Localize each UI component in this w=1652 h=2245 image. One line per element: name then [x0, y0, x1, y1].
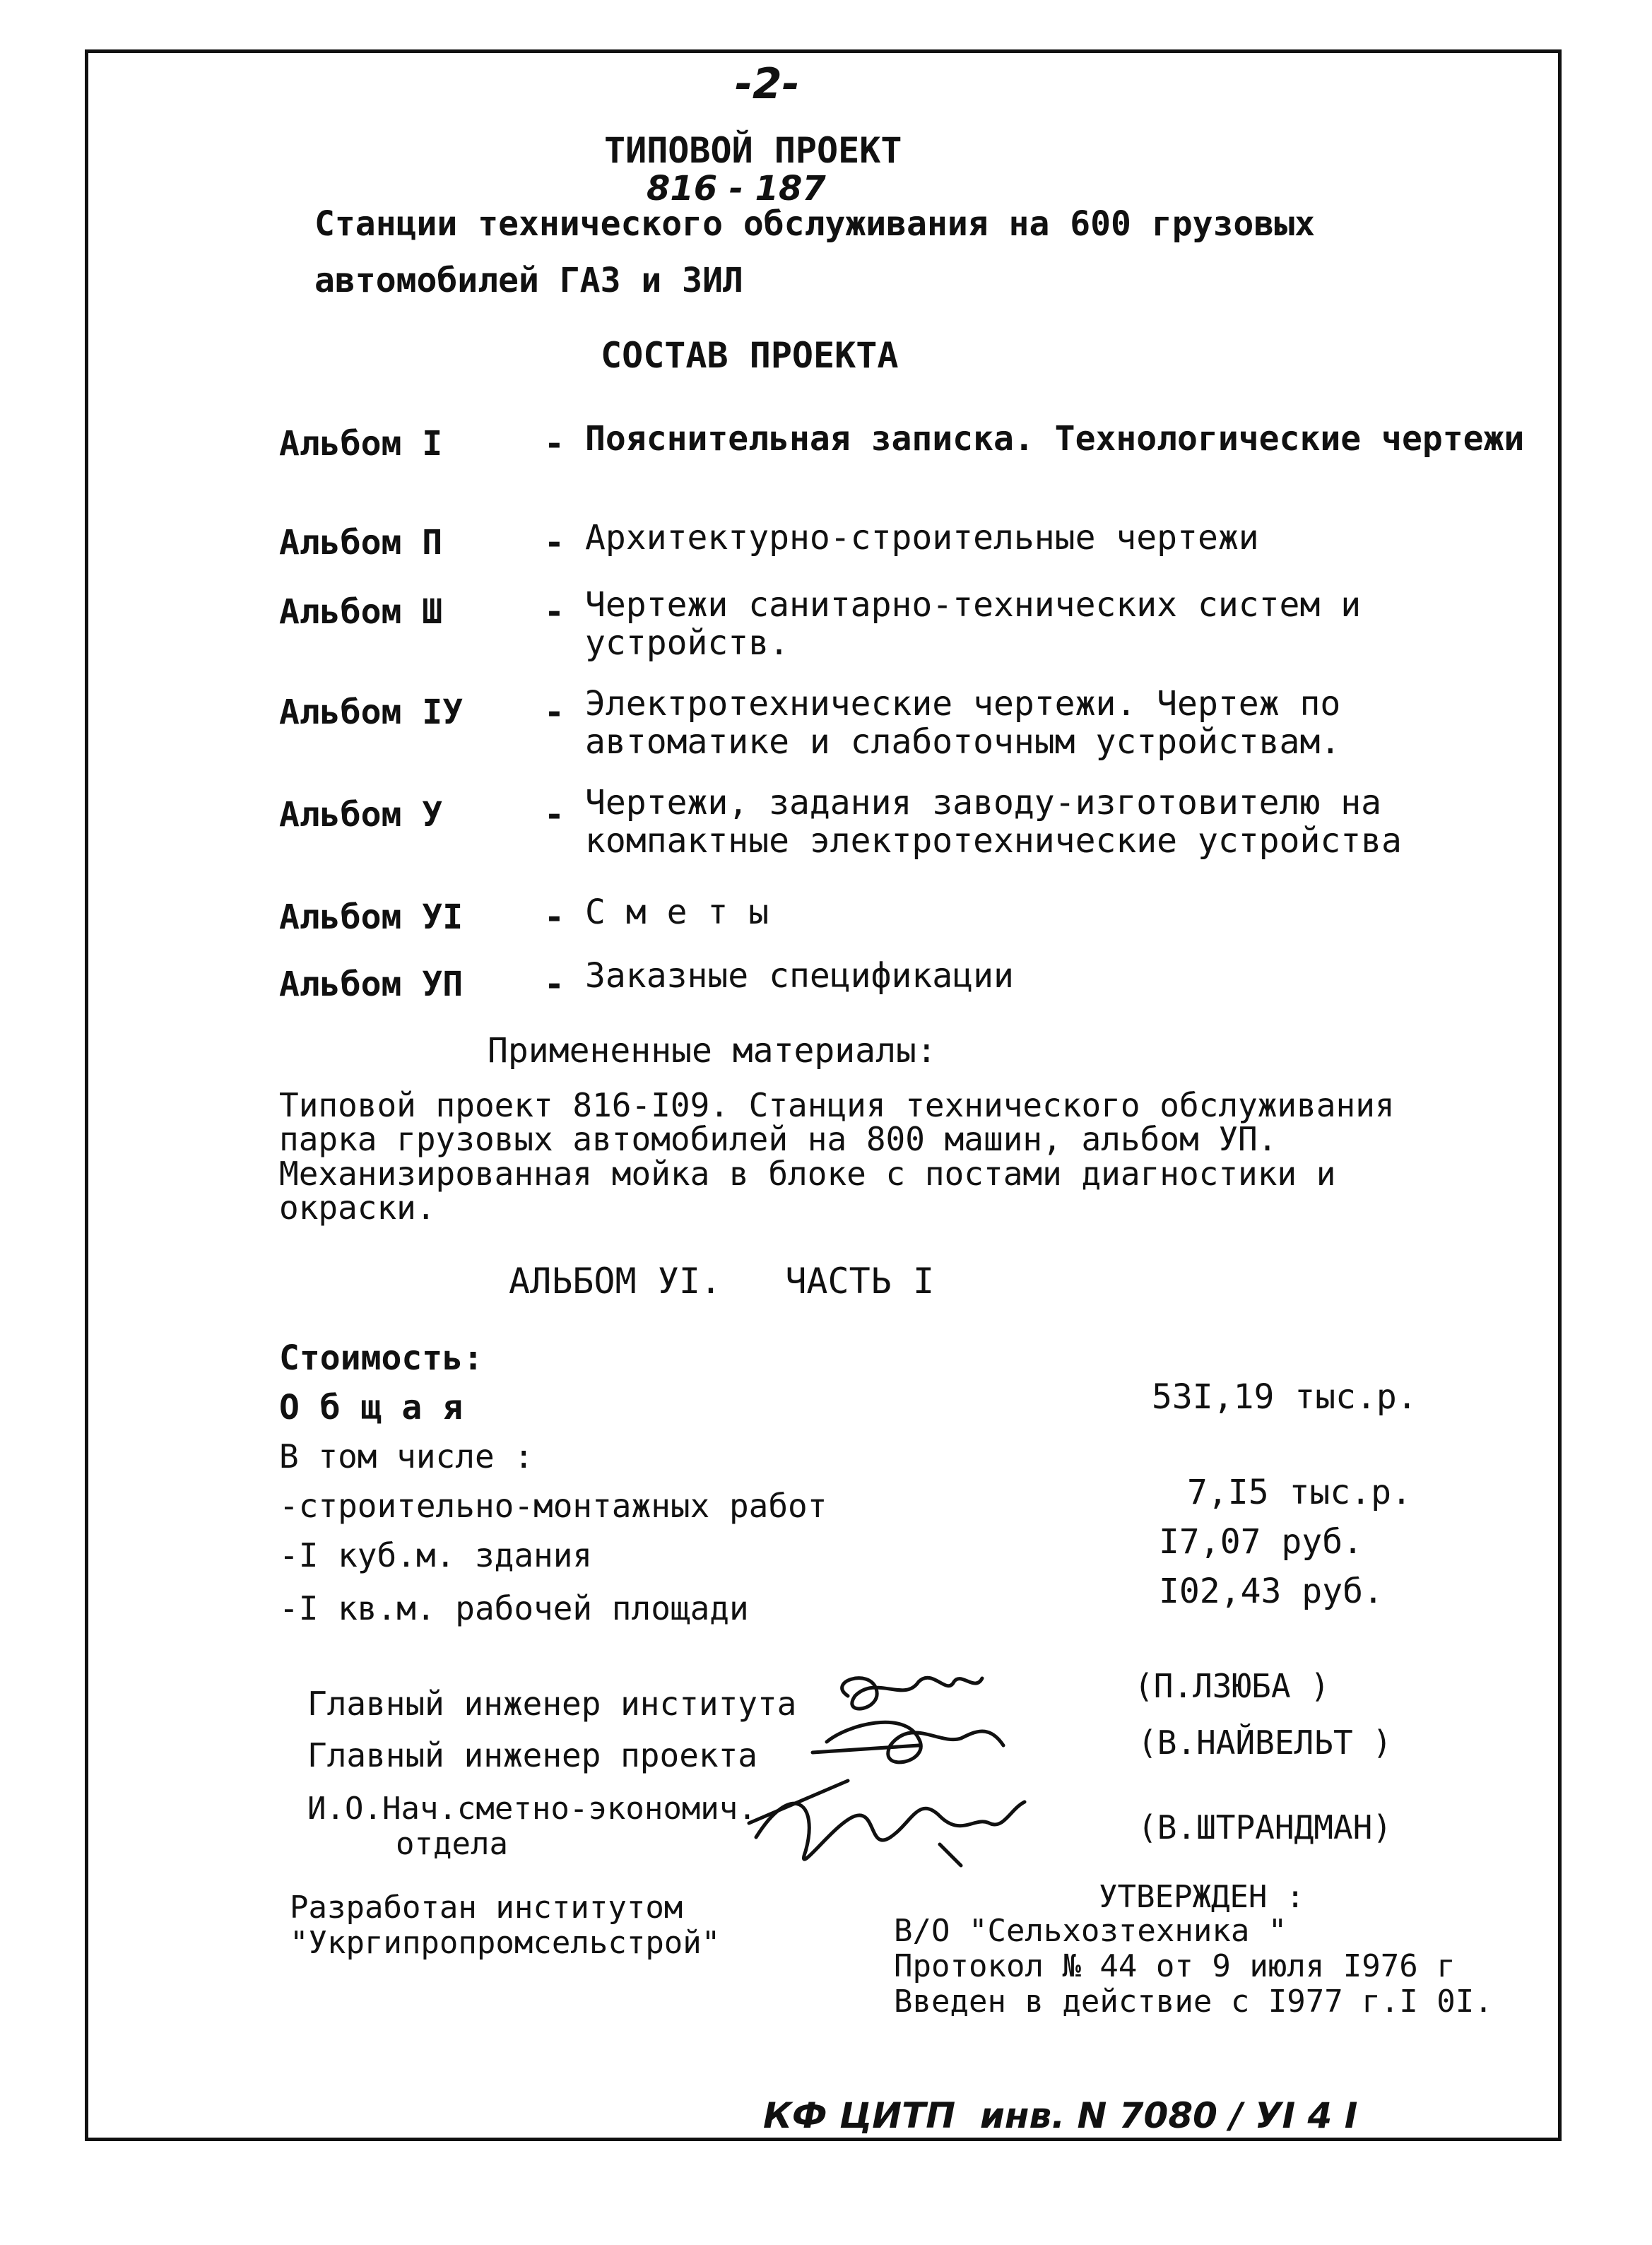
album-description: Пояснительная записка. Технологические чертежи [585, 419, 1525, 459]
cost-row-label: -I куб.м. здания [279, 1536, 593, 1574]
approval-line-2: В/О "Сельхозтехника " [894, 1913, 1287, 1949]
handwritten-signatures [707, 1639, 1145, 1922]
materials-heading: Примененные материалы: [488, 1031, 937, 1071]
cost-row-label: -строительно-монтажных работ [279, 1487, 827, 1525]
signatory-role: И.О.Нач.сметно-экономич. [307, 1791, 757, 1827]
approval-line-3: Протокол № 44 от 9 июля I976 г [894, 1948, 1456, 1984]
album-label: Альбом I [279, 424, 443, 464]
album-label: Альбом IУ [279, 693, 464, 732]
cost-row-label: -I кв.м. рабочей площади [279, 1589, 749, 1627]
cost-row-value: I02,43 руб. [1159, 1572, 1383, 1611]
cost-row-value: 53I,19 тыс.р. [1152, 1377, 1417, 1417]
approval-line-4: Введен в действие с I977 г.I 0I. [894, 1984, 1493, 2020]
approval-line-1: УТВЕРЖДЕН : [1099, 1879, 1305, 1915]
album-label: Альбом П [279, 523, 443, 562]
album-dash: - [544, 693, 565, 732]
cost-row-label: О б щ а я [279, 1388, 464, 1427]
album-description: Чертежи санитарно-технических систем и устройств. [585, 585, 1362, 663]
album-description: С м е т ы [585, 892, 769, 932]
album-dash: - [544, 795, 565, 835]
album-label: Альбом УI [279, 897, 464, 937]
signatory-name: (В.НАЙВЕЛЬТ ) [1138, 1723, 1393, 1762]
footer-underline [763, 2138, 1484, 2140]
footer-stamp: КФ ЦИТП инв. N 7080 / УI 4 I [763, 2095, 1358, 2136]
album-description: Архитектурно-строительные чертежи [585, 518, 1259, 558]
album-dash: - [544, 592, 565, 632]
signatory-name: (В.ШТРАНДМАН) [1138, 1808, 1393, 1846]
cost-row-value: I7,07 руб. [1159, 1522, 1363, 1562]
signatory-role: Главный инженер института [307, 1685, 797, 1723]
album-dash: - [544, 897, 565, 937]
developer-line-2: "Укргипропромсельстрой" [290, 1925, 721, 1961]
cost-row-label: В том числе : [279, 1437, 534, 1475]
signatory-role: отдела [396, 1826, 508, 1862]
album-part-heading: АЛЬБОМ УI. ЧАСТЬ I [509, 1261, 935, 1302]
album-dash: - [544, 523, 565, 562]
subtitle-line-2: автомобилей ГАЗ и ЗИЛ [314, 261, 743, 300]
document-title: ТИПОВОЙ ПРОЕКТ [604, 130, 902, 171]
developer-line-1: Разработан институтом [290, 1890, 683, 1926]
signatory-role: Главный инженер проекта [307, 1736, 757, 1774]
album-dash: - [544, 965, 565, 1004]
album-description: Чертежи, задания заводу-изготовителю на компактные электротехнические устройства [585, 783, 1402, 861]
album-description: Заказные спецификации [585, 956, 1014, 996]
page-number: -2- [735, 59, 800, 109]
cost-heading: Стоимость: [279, 1338, 483, 1378]
materials-text: Типовой проект 816-I09. Станция технического обслуживания парка грузовых автомобилей на 800 машин, альбом УП. Механизированная мойка в блоке с постами диагностики и окраски. [279, 1086, 1395, 1227]
album-description: Электротехнические чертежи. Чертеж по автоматике и слаботочным устройствам. [585, 684, 1341, 762]
signatory-name: (П.ЛЗЮБА ) [1134, 1667, 1330, 1705]
composition-heading: СОСТАВ ПРОЕКТА [601, 335, 899, 376]
subtitle-line-1: Станции технического обслуживания на 600 грузовых [314, 204, 1316, 244]
album-label: Альбом Ш [279, 592, 443, 632]
album-label: Альбом УП [279, 965, 464, 1004]
cost-row-value: 7,I5 тыс.р. [1187, 1473, 1412, 1512]
album-label: Альбом У [279, 795, 443, 835]
project-number: 816 - 187 [647, 169, 826, 208]
album-dash: - [544, 424, 565, 464]
